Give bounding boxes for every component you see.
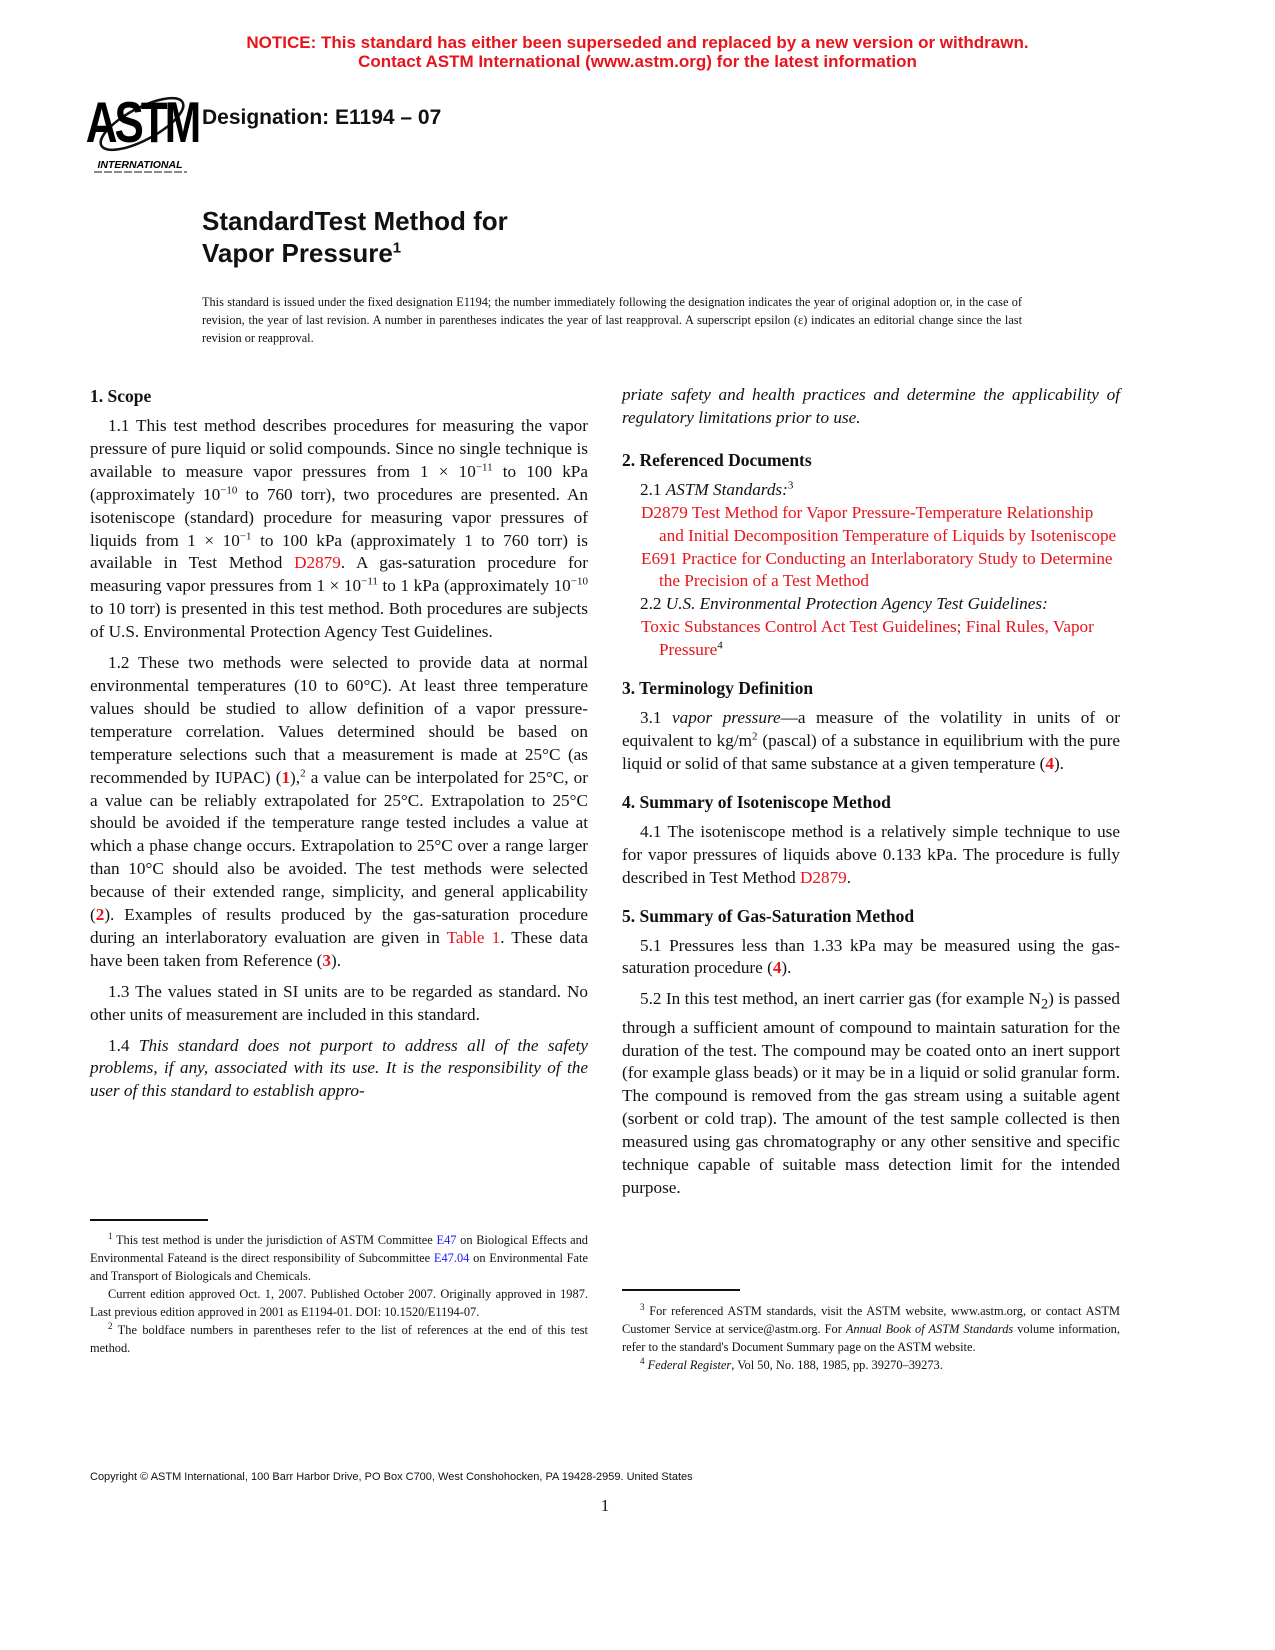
footnote-divider: [622, 1289, 740, 1291]
reference-link[interactable]: Table 1: [446, 927, 501, 947]
reference-link[interactable]: Toxic Substances Control Act Test Guidelines; Final Rules, Vapor Pressure: [641, 617, 1094, 660]
text-run: 2.2: [640, 594, 666, 614]
left-column: [90, 384, 588, 1111]
superscript: −1: [239, 529, 252, 542]
text-run: on Environmental Fate and Transport of Biologicals and Chemicals.: [90, 1251, 588, 1283]
section-heading: [622, 790, 1120, 814]
title-line-1: StandardTest Method for: [202, 206, 508, 236]
superscript: 4: [717, 639, 723, 652]
text-run: ). Examples of results produced by the gas-saturation procedure during an interlaboratory evaluation are given in: [90, 905, 588, 947]
svg-text:INTERNATIONAL: INTERNATIONAL: [97, 159, 183, 171]
text-run: 4.1 The isoteniscope method is a relatively simple technique to use for vapor pressures of liquids above 0.133 kPa. The procedure is fully described in Test Method: [622, 821, 1120, 887]
footnotes-right: [622, 1302, 1120, 1374]
superscript: 2: [752, 730, 758, 743]
paragraph: [622, 935, 1120, 981]
paragraph: [622, 479, 1120, 502]
referenced-document: [622, 502, 1120, 548]
reference-link[interactable]: E47.04: [433, 1251, 470, 1265]
superscript: 3: [640, 1301, 645, 1312]
text-run: , Vol 50, No. 188, 1985, pp. 39270–39273.: [731, 1358, 943, 1372]
footnote: [622, 1302, 1120, 1356]
text-run: ).: [1053, 753, 1064, 773]
text-run: 2.1: [640, 479, 666, 499]
text-run: —a measure of the volatility in units of or equivalent to kg/m: [622, 708, 1120, 750]
footnote-divider: [90, 1219, 208, 1221]
text-run: The boldface numbers in parentheses refer to the list of references at the end of this test method.: [90, 1323, 588, 1355]
footnote: [90, 1231, 588, 1285]
text-run: Current edition approved Oct. 1, 2007. Published October 2007. Originally approved in 1987. Last previous edition approved in 2001 as E1194-01. DOI: 10.1520/E1194-07.: [90, 1287, 588, 1319]
text-run: This standard does not purport to address all of the safety problems, if any, associated with its use. It is the responsibility of the user of this standard to establish appro-: [90, 1035, 588, 1101]
reference-link[interactable]: D2879: [799, 867, 847, 887]
superscript: −10: [220, 483, 238, 496]
text-run: priate safety and health practices and determine the applicability of regulatory limitations prior to use.: [622, 385, 1120, 427]
reference-link[interactable]: 1: [281, 767, 291, 787]
section-heading: [622, 448, 1120, 472]
text-run: volume information, refer to the standard's Document Summary page on the ASTM website.: [622, 1322, 1120, 1354]
text-run: . A gas-saturation procedure for measuring vapor pressures from 1 × 10: [90, 553, 588, 596]
text-run: 1.4: [108, 1035, 139, 1055]
text-run: 2. Referenced Documents: [622, 449, 812, 470]
supersession-notice: [0, 33, 1275, 71]
text-run: to 760 torr), two procedures are presented. An isoteniscope (standard) procedure for measuring vapor pressures of liquids from 1 × 10: [90, 484, 588, 550]
section-heading: [622, 904, 1120, 928]
superscript: −10: [570, 575, 588, 588]
text-run: For referenced ASTM standards, visit the ASTM website, www.astm.org, or contact ASTM Customer Service at service@astm.org. For: [622, 1304, 1120, 1336]
text-run: This test method is under the jurisdiction of ASTM Committee: [112, 1233, 437, 1247]
text-run: Federal Register: [647, 1358, 732, 1372]
paragraph: [622, 384, 1120, 430]
text-run: ),: [290, 767, 301, 787]
text-run: ).: [781, 958, 792, 978]
superscript: −11: [475, 461, 493, 474]
right-column: [622, 384, 1120, 1208]
text-run: ASTM Standards:: [665, 479, 788, 499]
text-run: on Biological Effects and Environmental Fateand is the direct responsibility of Subcommittee: [90, 1233, 589, 1265]
paragraph: [90, 981, 588, 1027]
text-run: 5.2 In this test method, an inert carrier gas (for example N: [640, 989, 1041, 1009]
designation: Designation: E1194 – 07: [202, 106, 442, 129]
text-run: 1.2 These two methods were selected to provide data at normal environmental temperatures (10 to 60°C). At least three temperature values should be studied to allow definition of a vapor pressure-temperature correlation. Values determined should be based on temperature selections such that a measurement is made at 25°C (as recommended by IUPAC) (: [90, 653, 588, 787]
text-run: to 100 kPa (approximately 1 to 760 torr) is available in Test Method: [90, 530, 588, 573]
reference-link[interactable]: 4: [1045, 753, 1054, 773]
reference-link[interactable]: E691 Practice for Conducting an Interlaboratory Study to Determine the Precision of a Test Method: [641, 548, 1113, 591]
issuance-statement: This standard is issued under the fixed designation E1194; the number immediately following the designation indicates the year of original adoption or, in the case of revision, the year of last revision. A number in parentheses indicates the year of last reapproval. A superscript epsilon (ε) indicates an editorial change since the last revision or reapproval.: [202, 295, 1022, 345]
paragraph: [90, 652, 588, 973]
footnote: [90, 1285, 588, 1321]
superscript: −11: [361, 575, 378, 588]
copyright: Copyright © ASTM International, 100 Barr Harbor Drive, PO Box C700, West Conshohocken, PA 19428-2959. United States: [90, 1471, 693, 1483]
footnote: [90, 1321, 588, 1357]
text-run: to 1 kPa (approximately 10: [377, 576, 571, 596]
text-run: to 10 torr) is presented in this test method. Both procedures are subjects of U.S. Environmental Protection Agency Test Guidelines.: [90, 599, 588, 642]
section-heading: [90, 384, 588, 408]
svg-text:ASTM: ASTM: [85, 90, 199, 155]
text-run: 1. Scope: [90, 386, 152, 406]
text-run: (pascal) of a substance in equilibrium with the pure liquid or solid of that same substance at a given temperature (: [622, 730, 1120, 773]
reference-link[interactable]: E47: [436, 1233, 457, 1247]
title-footnote-ref[interactable]: 1: [392, 239, 402, 257]
text-run: 1.3 The values stated in SI units are to be regarded as standard. No other units of measurement are included in this standard.: [90, 981, 588, 1024]
referenced-document: [622, 548, 1120, 594]
reference-link[interactable]: D2879: [294, 553, 341, 573]
paragraph: [90, 1035, 588, 1104]
text-run: 2: [1040, 996, 1049, 1013]
text-run: 4. Summary of Isoteniscope Method: [622, 791, 891, 812]
footnotes-left: [90, 1231, 588, 1357]
superscript: 2: [300, 766, 306, 779]
superscript: 1: [108, 1230, 113, 1241]
notice-line-1: NOTICE: This standard has either been superseded and replaced by a new version or withdrawn.: [246, 33, 1029, 52]
paragraph: [622, 821, 1120, 890]
reference-link[interactable]: 4: [772, 958, 782, 978]
text-run: U.S. Environmental Protection Agency Test Guidelines:: [665, 594, 1048, 614]
referenced-document: [622, 616, 1120, 662]
astm-logo: [85, 82, 199, 174]
text-run: 5. Summary of Gas-Saturation Method: [622, 905, 915, 926]
page-number: 1: [600, 1496, 610, 1515]
superscript: 2: [108, 1320, 113, 1331]
text-run: ).: [330, 950, 342, 970]
text-run: 5.1 Pressures less than 1.33 kPa may be measured using the gas-saturation procedure (: [622, 935, 1120, 978]
text-run: .: [846, 867, 852, 887]
superscript: 3: [787, 479, 794, 492]
text-run: a value can be interpolated for 25°C, or a value can be reliably extrapolated for 25°C. Extrapolation to 25°C should be avoided if the temperature range tested includes a value at which a phase change occurs. Extrapolation to 25°C over a range larger than 10°C should also be avoided. The test methods were selected because of their extended range, simplicity, and general applicability (: [90, 767, 589, 925]
title-line-2: Vapor Pressure: [202, 238, 393, 268]
text-run: 1.1 This test method describes procedures for measuring the vapor pressure of pure liquid or solid compounds. Since no single technique is available to measure vapor pressures from 1 × 10: [90, 416, 588, 481]
footnote: [622, 1356, 1120, 1374]
paragraph: [622, 988, 1120, 1200]
astm-logo-icon: [85, 82, 199, 174]
document-title: [202, 205, 508, 269]
paragraph: [622, 707, 1120, 776]
text-run: Annual Book of ASTM Standards: [845, 1322, 1014, 1336]
superscript: 4: [640, 1355, 645, 1366]
reference-link[interactable]: D2879 Test Method for Vapor Pressure-Temperature Relationship and Initial Decomposition Temperature of Liquids by Isoteniscope: [641, 502, 1117, 545]
notice-line-2: Contact ASTM International (www.astm.org) for the latest information: [358, 52, 917, 71]
section-heading: [622, 676, 1120, 700]
paragraph: [622, 593, 1120, 616]
paragraph: [90, 415, 588, 644]
reference-link[interactable]: 3: [322, 950, 331, 970]
text-run: 3.1: [640, 708, 673, 728]
reference-link[interactable]: 2: [95, 905, 105, 925]
text-run: vapor pressure: [672, 708, 781, 728]
text-run: to 100 kPa (approximately 10: [90, 461, 588, 504]
text-run: ) is passed through a sufficient amount of compound to maintain saturation for the duration of the test. The compound may be coated onto an inert support (for example glass beads) or it may be in a liquid or solid granular form. The compound is removed from the gas stream using a suitable agent (sorbent or cold trap). The amount of the test sample collected is then measured using gas chromatography or any other sensitive and specific technique capable of suitable mass detection limit for the intended purpose.: [622, 989, 1120, 1197]
text-run: 3. Terminology Definition: [622, 678, 814, 699]
text-run: . These data have been taken from Reference (: [90, 927, 588, 970]
